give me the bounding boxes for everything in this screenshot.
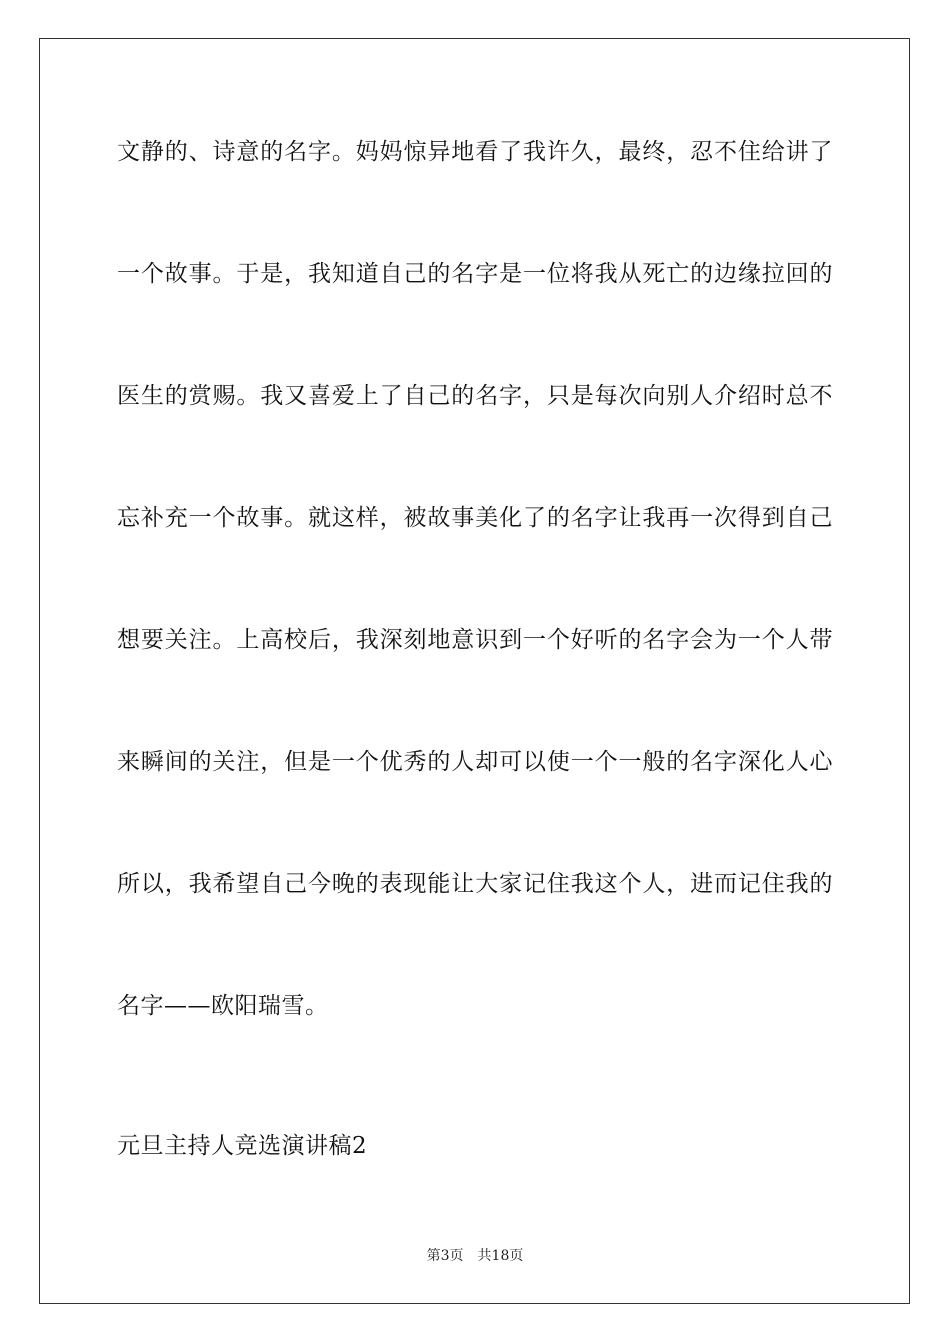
text-line: 忘补充一个故事。就这样，被故事美化了的名字让我再一次得到自己: [117, 505, 833, 531]
text-line: 想要关注。上高校后，我深刻地意识到一个好听的名字会为一个人带: [117, 627, 833, 653]
page-number: 第3页: [426, 1248, 464, 1264]
text-line: 来瞬间的关注，但是一个优秀的人却可以使一个一般的名字深化人心: [117, 749, 833, 775]
text-line: 一个故事。于是，我知道自己的名字是一位将我从死亡的边缘拉回的: [117, 261, 833, 287]
page-footer: [0, 1245, 950, 1265]
text-line: 文静的、诗意的名字。妈妈惊异地看了我许久，最终，忍不住给讲了: [117, 139, 833, 165]
page-total: 共18页: [477, 1248, 524, 1264]
text-line: 所以，我希望自己今晚的表现能让大家记住我这个人，进而记住我的: [117, 871, 833, 897]
text-line: 名字——欧阳瑞雪。: [117, 993, 329, 1019]
section-heading: 元旦主持人竞选演讲稿2: [117, 1133, 368, 1159]
body-text: [117, 126, 837, 1102]
text-line: 医生的赏赐。我又喜爱上了自己的名字，只是每次向别人介绍时总不: [117, 383, 833, 409]
